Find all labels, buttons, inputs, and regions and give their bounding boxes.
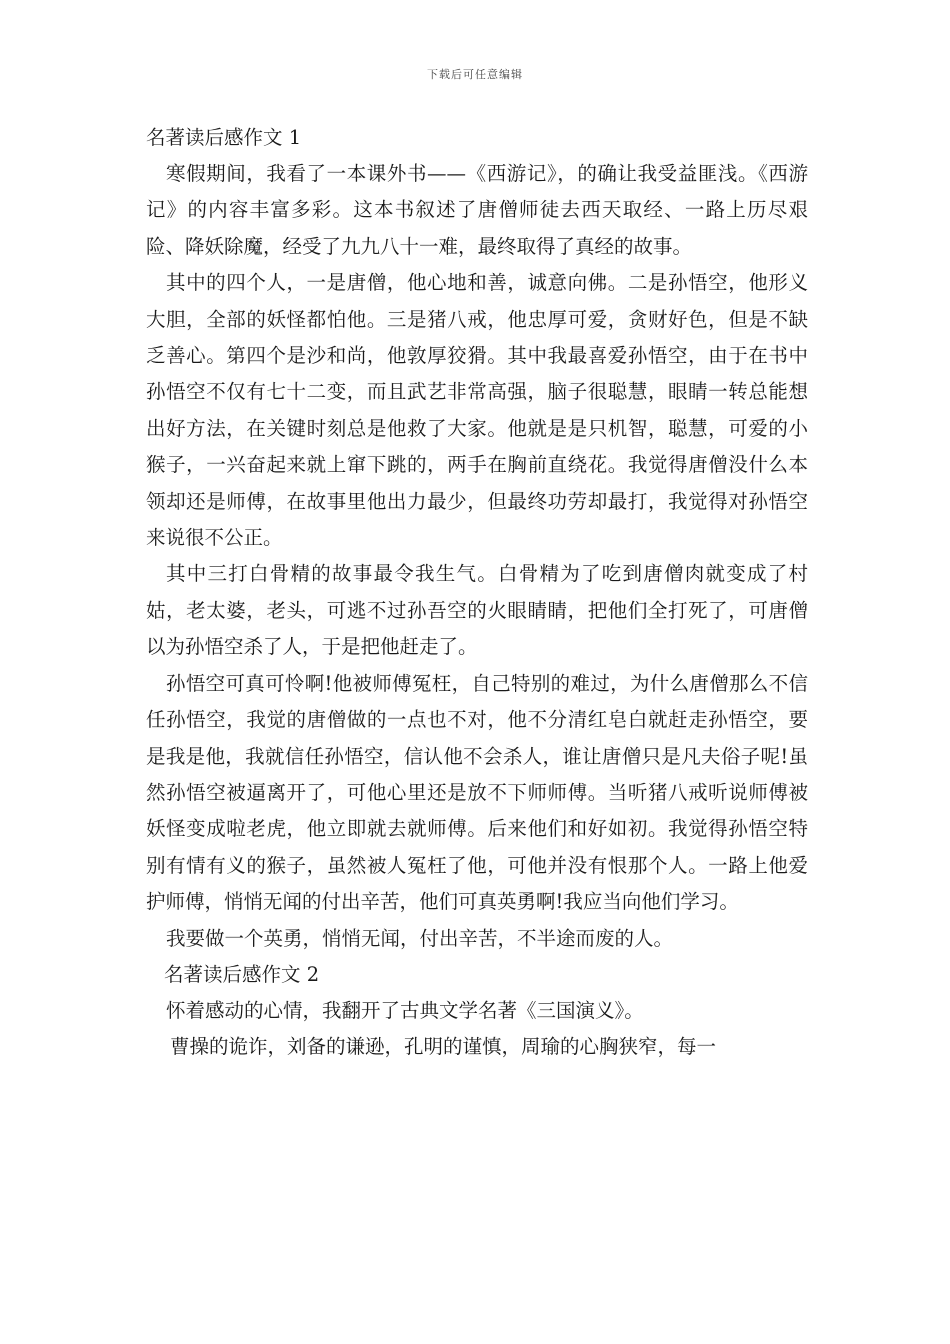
article-body [146,120,808,1066]
paragraph-5: 我要做一个英勇，悄悄无闻，付出辛苦，不半途而废的人。 [166,926,674,950]
paragraph-3: 其中三打白骨精的故事最令我生气。白骨精为了吃到唐僧肉就变成了村姑，老太婆，老头，可逃不过孙吾空的火眼睛睛，把他们全打死了，可唐僧以为孙悟空杀了人，于是把他赶走了。 [146,562,808,659]
essay-title-2: 名著读后感作文 2 [164,962,320,986]
essay-title-1: 名著读后感作文 1 [146,126,302,149]
paragraph-1: 寒假期间，我看了一本课外书——《西游记》，的确让我受益匪浅。《西游记》的内容丰富多彩。这本书叙述了唐僧师徒去西天取经、一路上历尽艰险、降妖除魔，经受了九九八十一难，最终取得了真经的故事。 [146,162,808,258]
header-note: 下载后可任意编辑 [427,68,523,81]
paragraph-7: 曹操的诡诈，刘备的谦逊，孔明的谨慎，周瑜的心胸狭窄，每一 [170,1035,717,1059]
paragraph-4: 孙悟空可真可怜啊!他被师傅冤枉，自己特别的难过，为什么唐僧那么不信任孙悟空，我觉的唐僧做的一点也不对，他不分清红皂白就赶走孙悟空，要是我是他，我就信任孙悟空，信认他不会杀人，谁让唐僧只是凡夫俗子呢!虽然孙悟空被逼离开了，可他心里还是放不下师师傅。当听猪八戒听说师傅被妖怪变成啦老虎，他立即就去就师傅。后来他们和好如初。我觉得孙悟空特别有情有义的猴子，虽然被人冤枉了他，可他并没有恨那个人。一路上他爱护师傅，悄悄无闻的付出辛苦，他们可真英勇啊!我应当向他们学习。 [146,671,808,914]
paragraph-2: 其中的四个人，一是唐僧，他心地和善，诚意向佛。二是孙悟空，他形义大胆，全部的妖怪都怕他。三是猪八戒，他忠厚可爱，贪财好色，但是不缺乏善心。第四个是沙和尚，他敦厚狡猾。其中我最喜爱孙悟空，由于在书中孙悟空不仅有七十二变，而且武艺非常高强，脑子很聪慧，眼睛一转总能想出好方法，在关键时刻总是他救了大家。他就是是只机智，聪慧，可爱的小猴子，一兴奋起来就上窜下跳的，两手在胸前直绕花。我觉得唐僧没什么本领却还是师傅，在故事里他出力最少，但最终功劳却最打，我觉得对孙悟空来说很不公正。 [146,271,808,550]
paragraph-6: 怀着感动的心情，我翻开了古典文学名著《三国演义》。 [166,998,644,1022]
